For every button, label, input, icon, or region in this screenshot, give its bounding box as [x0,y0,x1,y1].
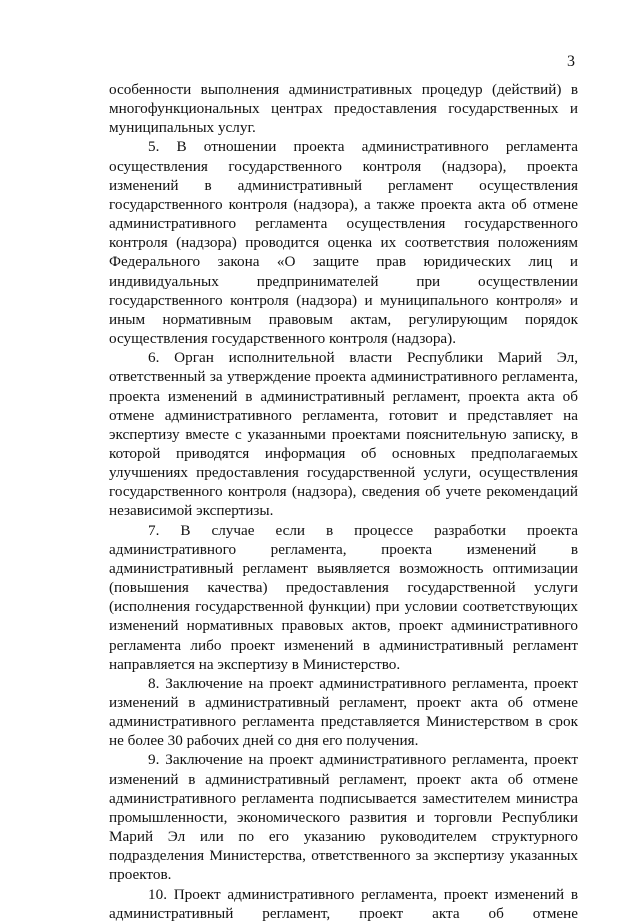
paragraph-5: 5. В отношении проекта административного регламента осуществления государственного контроля (надзора), проекта изменений в административный регламент осуществления государственного контроля (надзора), а также проекта акта об отмене административного регламента осуществления государственного контроля (надзора) проводится оценка их соответствия положениям Федерального закона «О защите прав юридических лиц и индивидуальных предпринимателей при осуществлении государственного контроля (надзора) и муниципального контроля» и иным нормативным правовым актам, регулирующим порядок осуществления государственного контроля (надзора). [109,138,578,348]
page-number: 3 [567,53,575,70]
paragraph-10: 10. Проект административного регламента, проект изменений в административный регламент, проект акта об отмене [109,885,578,922]
paragraph-8: 8. Заключение на проект административного регламента, проект изменений в административный регламент, проект акта об отмене административного регламента представляется Министерством в срок не более 30 рабочих дней со дня его получения. [109,674,578,750]
paragraph-4-continuation: особенности выполнения административных процедур (действий) в многофункциональных центрах предоставления государственных и муниципальных услуг. [109,81,578,137]
paragraph-6: 6. Орган исполнительной власти Республики Марий Эл, ответственный за утверждение проекта административного регламента, проекта изменений в административный регламент, проекта акта об отмене административного регламента, готовит и представляет на экспертизу вместе с указанными проектами пояснительную записку, в которой приводятся информация об основных предполагаемых улучшениях предоставления государственной услуги, осуществления государственного контроля (надзора), сведения об учете рекомендаций независимой экспертизы. [109,349,578,520]
paragraph-7: 7. В случае если в процессе разработки проекта административного регламента, проекта изменений в административный регламент выявляется возможность оптимизации (повышения качества) предоставления государственной услуги (исполнения государственной функции) при условии соответствующих изменений нормативных правовых актов, проект административного регламента либо проект изменений в административный регламент направляется на экспертизу в Министерство. [109,521,578,673]
paragraph-9: 9. Заключение на проект административного регламента, проект изменений в административный регламент, проект акта об отмене административного регламента подписывается заместителем министра промышленности, экономического развития и торговли Республики Марий Эл или по его указанию руководителем структурного подразделения Министерства, ответственного за экспертизу указанных проектов. [109,751,578,884]
document-body [109,80,578,923]
